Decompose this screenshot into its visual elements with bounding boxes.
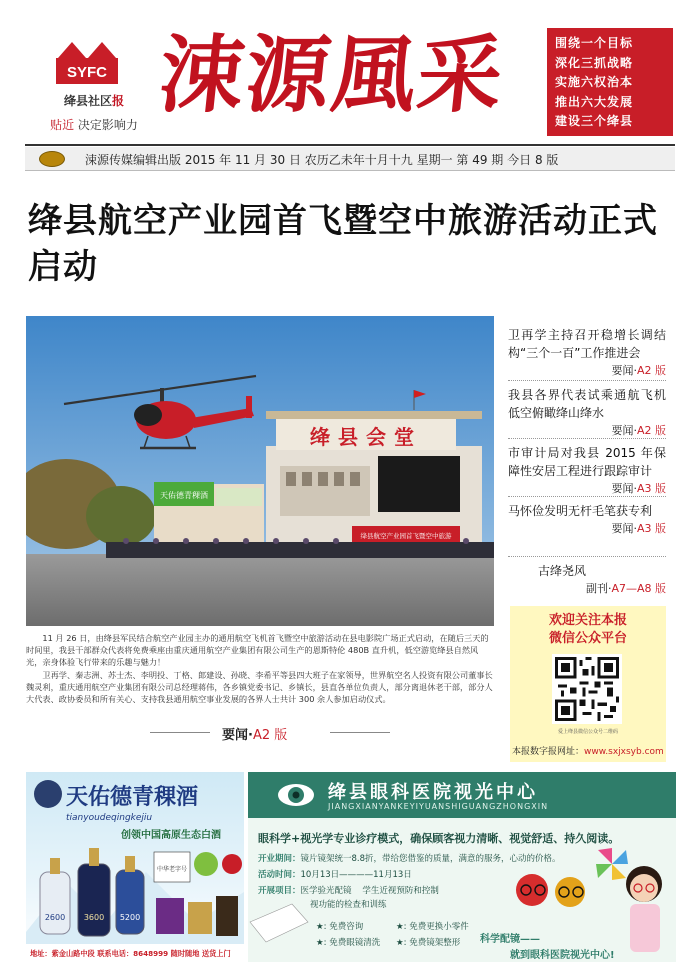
qr-code-icon[interactable] <box>552 654 622 724</box>
caption-paragraph: 11 月 26 日，由绛县军民结合航空产业园主办的通用航空飞机首飞暨空中旅游活动在县电影院广场正式启动，在随后三天的时间里，我县干部群众代表将免费乘座由重庆通用航空产业集团有限公司生产的恩斯特伦 480B 直升机，低空游览绛县自然风光，亲身体验飞行带来的乐趣与魅力！ <box>26 633 489 668</box>
sidebar-news-item[interactable] <box>508 386 666 440</box>
news-title: 卫再学主持召开稳增长调结构“三个一百”工作推进会 <box>508 328 666 360</box>
activity-time: 活动时间：10月13日————11月13日 <box>258 870 412 880</box>
service-items: 开展项目：医学验光配镜 学生近视预防和控制 <box>258 886 439 896</box>
news-divider <box>508 438 666 439</box>
bottle-label: 2600 <box>44 913 66 922</box>
slogan-line: 围绕一个目标 <box>555 36 634 50</box>
photo-caption <box>26 632 494 705</box>
wechat-title: 欢迎关注本报 微信公众平台 <box>548 613 627 646</box>
eye-hospital-advertisement[interactable] <box>248 772 676 962</box>
news-divider <box>508 496 666 497</box>
info-bar-rule <box>25 144 675 146</box>
hospital-pinyin: JIANGXIANYANKEYIYUANSHIGUANGZHONGXIN <box>328 802 549 811</box>
newspaper-logo <box>44 30 144 135</box>
gift-box-icon <box>156 898 184 934</box>
sidebar-news-item[interactable] <box>508 326 666 380</box>
free-service: ★: 免费眼镜清洗 <box>316 938 381 948</box>
house-logo-icon <box>52 36 122 86</box>
news-ref: 要闻·A3 版 <box>611 482 666 495</box>
news-ref: 要闻·A2 版 <box>611 364 666 377</box>
qr-caption: 爱上绛县微信公众号二维码 <box>557 729 618 735</box>
helicopter-photo <box>26 316 494 626</box>
hospital-headline: 眼科学+视光学专业诊疗模式，确保顾客视力清晰、视觉舒适、持久阅读。 <box>258 832 620 845</box>
award-badge-icon <box>222 854 242 874</box>
building-sign: 绛县会堂 <box>310 425 422 449</box>
ad-illustrations <box>248 772 676 962</box>
liquor-bottle-icon <box>78 848 110 936</box>
free-service: ★: 免费更换小零件 <box>396 922 469 932</box>
ad-slogan-1: 科学配镜—— <box>480 934 540 945</box>
logo-letters: SYFC <box>66 64 108 81</box>
sidebar-news-item[interactable] <box>508 562 666 598</box>
gift-box-icon <box>216 896 238 936</box>
issue-info-bar <box>25 147 675 171</box>
slogan-line: 推出六大发展 <box>555 94 634 109</box>
news-ref: 副刊·A7—A8 版 <box>585 582 666 595</box>
slogan-box <box>547 28 673 136</box>
sidebar-news-item[interactable] <box>508 502 666 538</box>
liquor-brand: 天佑德青稞酒 <box>66 784 199 810</box>
liquor-tagline: 创领中国高原生态白酒 <box>121 830 221 841</box>
hospital-title: 绛县眼科医院视光中心 <box>328 782 538 803</box>
masthead-title: 涑源風采 <box>154 25 510 124</box>
svg-text:中华老字号: 中华老字号 <box>156 866 188 873</box>
news-ref: 要闻·A2 版 <box>611 424 666 437</box>
sidebar-news-item[interactable] <box>508 444 666 498</box>
main-headline[interactable]: 绛县航空产业园首飞暨空中旅游活动正式启动 <box>28 201 658 287</box>
news-title: 古绛尧风 <box>538 564 587 578</box>
opening-info: 开业期间：镜片镜架统一8.8折，带给您借鉴的质量，满意的服务，心动的价格。 <box>258 854 561 864</box>
stage-banner-line1: 绛县航空产业园首飞暨空中旅游 <box>360 532 452 540</box>
ad-slogan-2: 就到眼科医院视光中心! <box>510 950 615 961</box>
bottle-label: 5200 <box>119 913 141 922</box>
news-divider <box>508 556 666 557</box>
news-title: 马怀俭发明无杆毛笔获专利 <box>508 504 653 518</box>
slogan-line: 实施六权治本 <box>555 75 634 90</box>
issue-info-text: 涑源传媒编辑出版 2015 年 11 月 30 日 农历乙未年十月十九 星期一 第 49 期 今日 8 版 <box>85 153 559 167</box>
gift-box-icon <box>188 902 212 934</box>
news-title: 市审计局对我县 2015 年保障性安居工程进行跟踪审计 <box>508 446 666 478</box>
wechat-promo <box>510 606 666 762</box>
brand-emblem-icon <box>34 780 62 808</box>
digital-edition-url[interactable]: 本报数字报网址：www.sxjxsyb.com <box>512 747 664 757</box>
slogan-line: 深化三抓战略 <box>555 55 634 70</box>
ref-rule <box>330 732 390 733</box>
service-item-extra: 视功能的检查和训练 <box>310 900 387 910</box>
liquor-bottle-icon <box>40 858 70 934</box>
slogan-line: 建设三个绛县 <box>555 114 634 129</box>
main-photo[interactable] <box>26 316 494 626</box>
led-screen <box>378 456 460 512</box>
liquor-address: 地址：紫金山路中段 联系电话：8648999 随时随地 送货上门 <box>30 949 231 958</box>
girl-with-glasses-icon <box>626 866 662 952</box>
free-service: ★: 免费咨询 <box>316 922 364 932</box>
seal-icon <box>39 151 65 167</box>
news-ref: 要闻·A3 版 <box>611 522 666 535</box>
news-title: 我县各界代表试乘通航飞机 低空俯瞰绛山绛水 <box>508 388 666 420</box>
logo-name: 绛县社区报 <box>63 94 125 108</box>
news-divider <box>508 380 666 381</box>
liquor-advertisement[interactable] <box>26 772 244 962</box>
bottle-label: 3600 <box>83 913 105 922</box>
section-reference[interactable] <box>150 720 400 744</box>
book-icon <box>250 904 308 942</box>
left-billboard-text: 天佑德青稞酒 <box>160 491 208 500</box>
liquor-pinyin: tianyoudeqingkejiu <box>66 813 153 823</box>
liquor-bottle-icon <box>116 856 144 934</box>
section-ref-label: 要闻·A2 版 <box>222 728 288 743</box>
pinwheel-icon <box>596 848 628 880</box>
caption-paragraph: 卫再学、秦志洲、苏士杰、李明投、丁格、郎建设、孙晓、李希平等县四大班子在家领导，世界航空名人投资有限公司董事长魏灵利，重庆通用航空产业集团有限公司总经理蒋伟，各乡镇党委书记、乡镇长，县直各单位负责人，部分离退休老干部，部分人大代表、政协委员和所有关心、支持我县通用航空事业发展的各界人士共计 300 余人参加启动仪式。 <box>26 669 493 705</box>
ref-rule <box>150 732 210 733</box>
logo-slogan: 贴近 决定影响力 <box>50 118 138 132</box>
free-service: ★: 免费镜架整形 <box>396 938 461 948</box>
eco-badge-icon <box>194 852 218 876</box>
